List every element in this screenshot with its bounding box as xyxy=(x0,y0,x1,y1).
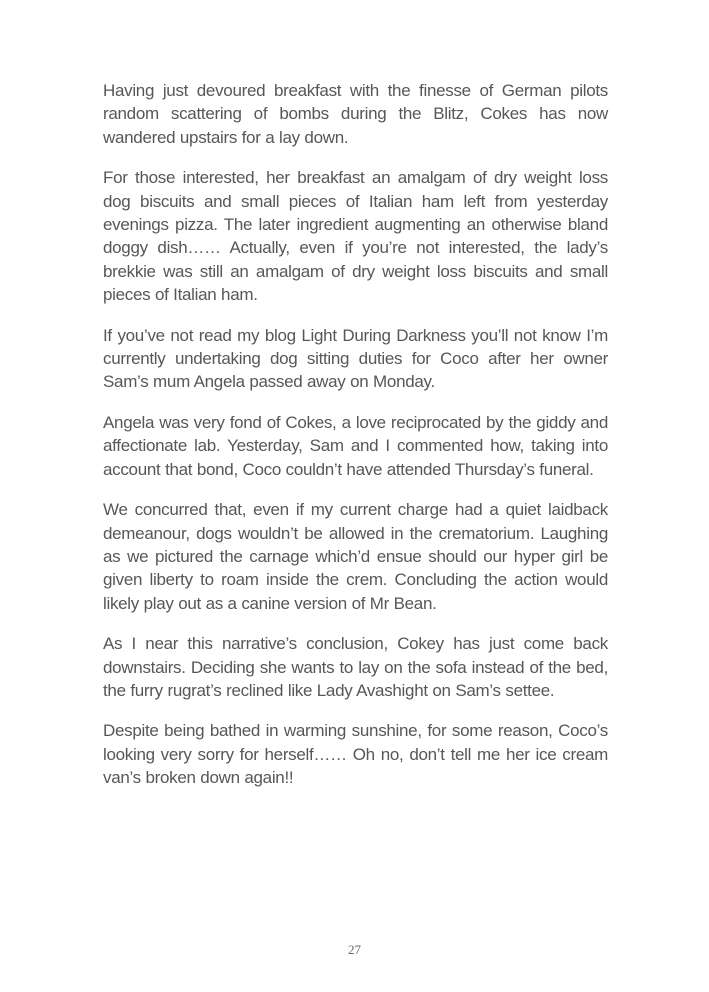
paragraph-7: Despite being bathed in warming sunshine, for some reason, Coco’s looking very sorry for herself…… Oh no, don’t tell me her ice cream van’s broken down again!! xyxy=(103,721,608,788)
page-footer xyxy=(0,941,709,959)
paragraph-2: For those interested, her breakfast an amalgam of dry weight loss dog biscuits and small pieces of Italian ham left from yesterday evenings pizza. The later ingredient augmenting an otherwise bland doggy dish…… Actually, even if you’re not interested, the lady’s brekkie was still an amalgam of dry weight loss biscuits and small pieces of Italian ham. xyxy=(103,168,608,305)
paragraph-4: Angela was very fond of Cokes, a love reciprocated by the giddy and affectionate lab. Yesterday, Sam and I commented how, taking into account that bond, Coco couldn’t have attended Thursday’s funeral. xyxy=(103,412,608,479)
paragraph-1: Having just devoured breakfast with the finesse of German pilots random scattering of bombs during the Blitz, Cokes has now wandered upstairs for a lay down. xyxy=(103,81,608,147)
page-number: 27 xyxy=(348,942,361,957)
paragraph-3: If you’ve not read my blog Light During Darkness you’ll not know I’m currently undertaking dog sitting duties for Coco after her owner Sam’s mum Angela passed away on Monday. xyxy=(103,325,608,392)
paragraph-6: As I near this narrative’s conclusion, Cokey has just come back downstairs. Deciding she wants to lay on the sofa instead of the bed, the furry rugrat’s reclined like Lady Avashight on Sam’s settee. xyxy=(103,634,608,700)
paragraph-5: We concurred that, even if my current charge had a quiet laidback demeanour, dogs wouldn’t be allowed in the crematorium. Laughing as we pictured the carnage which’d ensue should our hyper girl be given liberty to roam inside the crem. Concluding the action would likely play out as a canine version of Mr Bean. xyxy=(103,500,608,613)
text-body xyxy=(103,79,608,790)
